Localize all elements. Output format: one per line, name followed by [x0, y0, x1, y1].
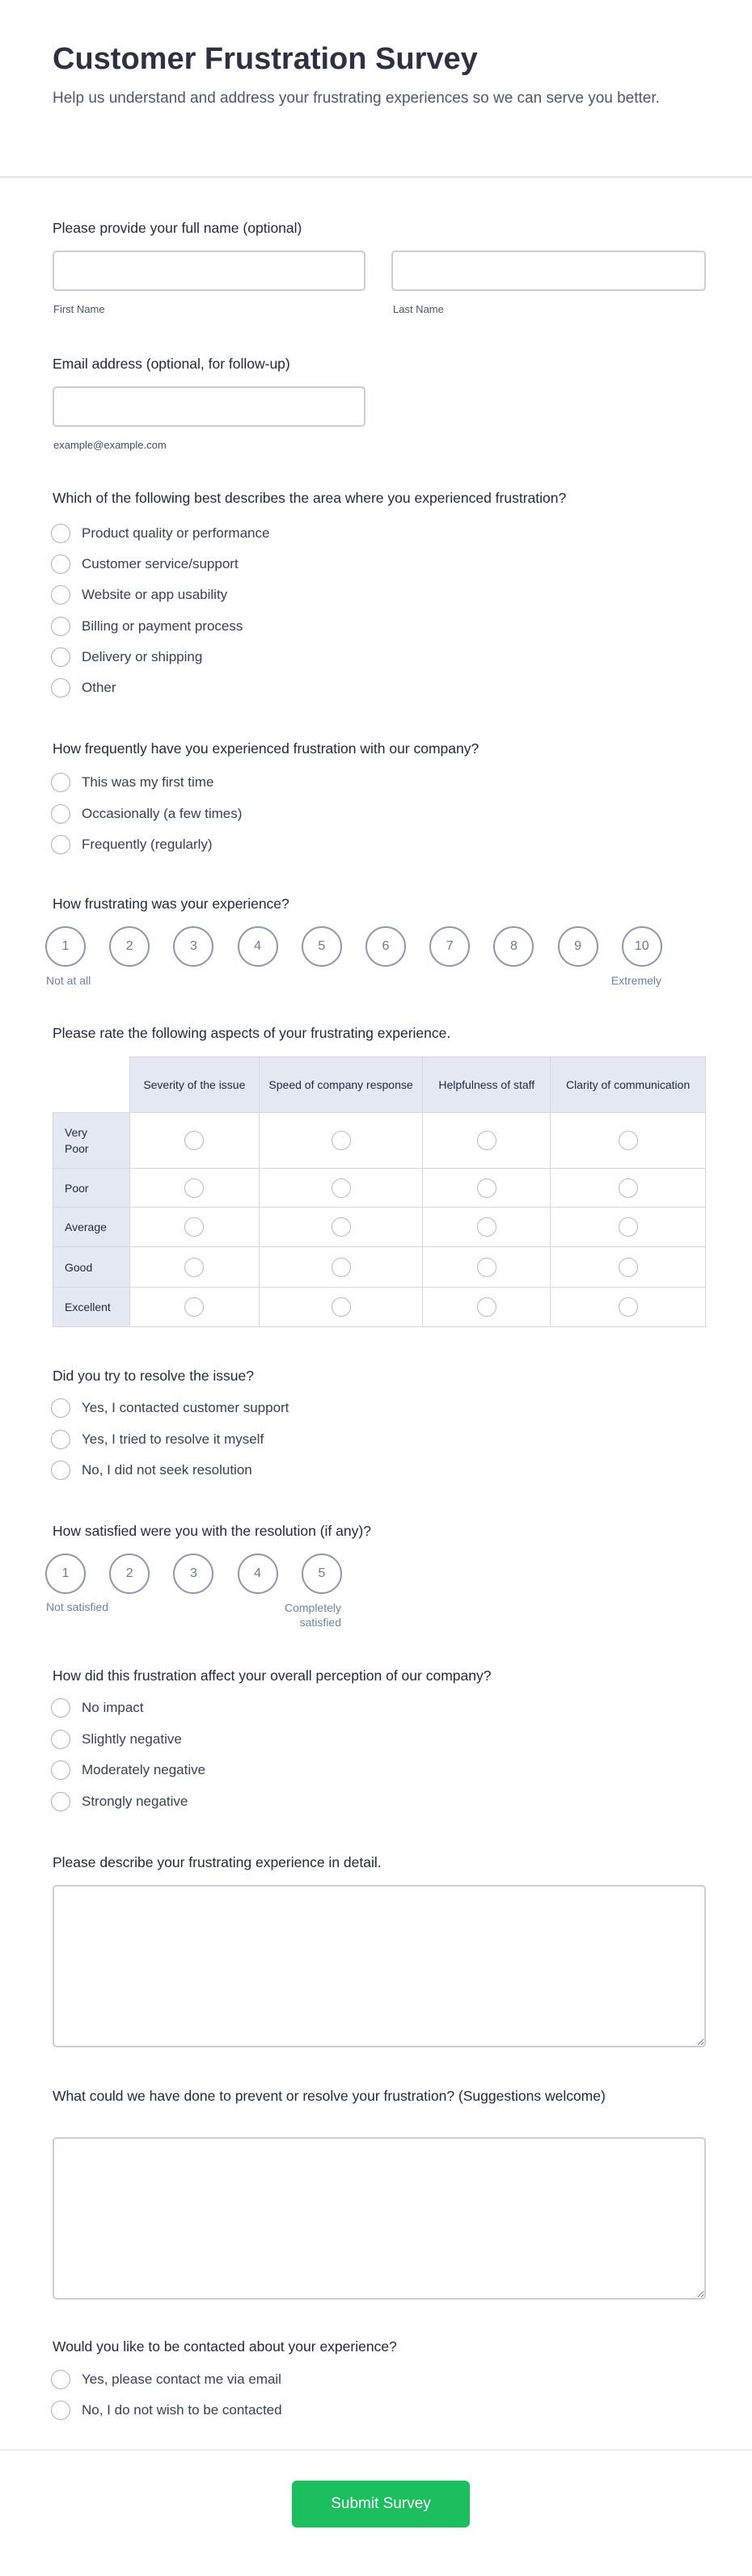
radio-option-label: Yes, please contact me via email: [82, 2372, 281, 2387]
radio-option[interactable]: [51, 803, 242, 825]
scale-option-4[interactable]: 4: [238, 1554, 278, 1594]
radio-circle-icon[interactable]: [51, 617, 70, 636]
radio-option[interactable]: [51, 2368, 281, 2391]
matrix-cell: [551, 1288, 706, 1327]
scale-option-9[interactable]: 9: [558, 926, 598, 967]
radio-option-label: Yes, I tried to resolve it myself: [82, 1431, 264, 1447]
radio-circle-icon[interactable]: [51, 524, 70, 543]
radio-option-label: Other: [82, 680, 116, 695]
radio-option-label: Moderately negative: [82, 1762, 206, 1778]
scale-option-5[interactable]: 5: [302, 926, 342, 967]
matrix-row-header: Average: [53, 1208, 130, 1247]
scale-option-2[interactable]: 2: [109, 926, 150, 967]
scale-option-1[interactable]: 1: [45, 1554, 86, 1594]
radio-option[interactable]: [51, 1397, 289, 1419]
matrix-row: [53, 1247, 706, 1288]
matrix-cell: [259, 1247, 423, 1288]
radio-option[interactable]: [51, 1697, 144, 1719]
frequency-question-label: How frequently have you experienced frustration with our company?: [53, 740, 480, 757]
matrix-radio[interactable]: [332, 1297, 351, 1317]
scale-option-3[interactable]: 3: [173, 1554, 213, 1594]
radio-circle-icon[interactable]: [51, 647, 70, 667]
radio-circle-icon[interactable]: [51, 1430, 70, 1449]
describe-question-label: Please describe your frustrating experience in detail.: [53, 1854, 382, 1870]
submit-survey-button[interactable]: Submit Survey: [292, 2481, 470, 2528]
radio-option[interactable]: [51, 553, 239, 575]
rating-matrix: [53, 1056, 706, 1327]
page-subtitle: Help us understand and address your frustrating experiences so we can serve you better.: [53, 90, 660, 107]
radio-circle-icon[interactable]: [51, 2401, 70, 2420]
radio-option[interactable]: [51, 584, 227, 606]
radio-circle-icon[interactable]: [51, 585, 70, 605]
matrix-radio[interactable]: [332, 1217, 351, 1237]
first-name-sublabel: First Name: [53, 303, 105, 315]
radio-option-label: This was my first time: [82, 774, 214, 790]
matrix-cell: [129, 1208, 259, 1247]
matrix-cell: [129, 1247, 259, 1288]
matrix-cell: [551, 1208, 706, 1247]
matrix-radio[interactable]: [332, 1131, 351, 1150]
describe-textarea[interactable]: [53, 1885, 706, 2047]
radio-option[interactable]: [51, 615, 243, 638]
scale-min-label: Not at all: [46, 974, 91, 987]
area-question-label: Which of the following best describes the area where you experienced frustration?: [53, 490, 567, 506]
matrix-radio[interactable]: [184, 1297, 204, 1317]
matrix-cell: [423, 1288, 551, 1327]
matrix-radio[interactable]: [477, 1131, 496, 1150]
scale-option-5[interactable]: 5: [302, 1554, 342, 1594]
matrix-radio[interactable]: [619, 1297, 638, 1317]
radio-option-label: Product quality or performance: [82, 525, 270, 541]
matrix-radio[interactable]: [477, 1297, 496, 1317]
matrix-cell: [551, 1113, 706, 1169]
radio-circle-icon[interactable]: [51, 678, 70, 698]
radio-option-label: Website or app usability: [82, 587, 228, 603]
radio-option-label: Frequently (regularly): [82, 837, 213, 852]
satisfied-question-label: How satisfied were you with the resolution (if any)?: [53, 1523, 371, 1539]
radio-option[interactable]: [51, 1759, 205, 1781]
scale-option-10[interactable]: 10: [622, 926, 662, 967]
name-question-label: Please provide your full name (optional): [53, 220, 302, 236]
radio-option[interactable]: [51, 2399, 282, 2422]
radio-circle-icon[interactable]: [51, 1730, 70, 1749]
prevent-textarea[interactable]: [53, 2137, 706, 2300]
matrix-radio[interactable]: [332, 1258, 351, 1277]
matrix-radio[interactable]: [184, 1131, 204, 1150]
radio-option-label: No, I do not wish to be contacted: [82, 2402, 282, 2418]
radio-option[interactable]: [51, 1459, 252, 1482]
matrix-row: [53, 1169, 706, 1208]
email-hint: example@example.com: [53, 439, 167, 451]
radio-circle-icon[interactable]: [51, 804, 70, 824]
perception-question-label: How did this frustration affect your overall perception of our company?: [53, 1667, 492, 1684]
radio-option[interactable]: [51, 1790, 188, 1813]
matrix-cell: [423, 1247, 551, 1288]
first-name-input[interactable]: [53, 251, 365, 291]
radio-option[interactable]: [51, 522, 269, 545]
satisfied-min-label: Not satisfied: [46, 1600, 109, 1613]
email-input[interactable]: [53, 386, 365, 427]
scale-option-1[interactable]: 1: [45, 926, 86, 967]
matrix-corner: [53, 1057, 130, 1113]
matrix-cell: [129, 1113, 259, 1169]
matrix-cell: [259, 1169, 423, 1208]
matrix-cell: [423, 1169, 551, 1208]
radio-circle-icon[interactable]: [51, 1461, 70, 1480]
radio-circle-icon[interactable]: [51, 1760, 70, 1780]
matrix-radio[interactable]: [477, 1178, 496, 1198]
scale-option-7[interactable]: 7: [429, 926, 470, 967]
satisfied-max-label: Completely satisfied: [284, 1601, 341, 1629]
scale-option-2[interactable]: 2: [109, 1554, 150, 1594]
matrix-row-header: Good: [53, 1247, 130, 1288]
radio-option[interactable]: [51, 771, 213, 794]
level-question-label: How frustrating was your experience?: [53, 896, 289, 912]
radio-circle-icon[interactable]: [51, 1792, 70, 1811]
matrix-cell: [129, 1169, 259, 1208]
radio-circle-icon[interactable]: [51, 554, 70, 574]
radio-circle-icon[interactable]: [51, 773, 70, 792]
email-question-label: Email address (optional, for follow-up): [53, 356, 290, 372]
header-divider: [0, 176, 752, 178]
radio-option[interactable]: [51, 833, 213, 856]
radio-option[interactable]: [51, 1728, 182, 1751]
matrix-row: [53, 1113, 706, 1169]
scale-option-3[interactable]: 3: [173, 926, 213, 967]
scale-option-8[interactable]: 8: [493, 926, 534, 967]
matrix-row-header: Excellent: [53, 1288, 130, 1327]
radio-option[interactable]: [51, 646, 202, 668]
matrix-radio[interactable]: [619, 1131, 638, 1150]
matrix-row-header: Poor: [53, 1169, 130, 1208]
matrix-radio[interactable]: [619, 1258, 638, 1277]
matrix-radio[interactable]: [619, 1178, 638, 1198]
radio-option-label: Occasionally (a few times): [82, 805, 243, 821]
scale-option-6[interactable]: 6: [365, 926, 406, 967]
matrix-question-label: Please rate the following aspects of your frustrating experience.: [53, 1025, 451, 1041]
radio-circle-icon[interactable]: [51, 2370, 70, 2389]
matrix-cell: [423, 1208, 551, 1247]
matrix-cell: [259, 1113, 423, 1169]
matrix-column-header: Speed of company response: [259, 1057, 423, 1113]
radio-option-label: Delivery or shipping: [82, 648, 203, 664]
matrix-radio[interactable]: [184, 1258, 204, 1277]
matrix-radio[interactable]: [477, 1258, 496, 1277]
matrix-radio[interactable]: [332, 1178, 351, 1198]
radio-option-label: Slightly negative: [82, 1731, 182, 1747]
radio-option[interactable]: [51, 677, 116, 699]
matrix-column-header: Helpfulness of staff: [423, 1057, 551, 1113]
radio-option-label: No impact: [82, 1700, 144, 1715]
matrix-radio[interactable]: [184, 1178, 204, 1198]
radio-option[interactable]: [51, 1428, 264, 1451]
radio-circle-icon[interactable]: [51, 1398, 70, 1418]
contact-question-label: Would you like to be contacted about your experience?: [53, 2338, 397, 2355]
scale-max-label: Extremely: [610, 974, 661, 987]
matrix-radio[interactable]: [184, 1217, 204, 1237]
matrix-radio[interactable]: [619, 1217, 638, 1237]
page-title: Customer Frustration Survey: [53, 42, 478, 76]
matrix-row: [53, 1208, 706, 1247]
radio-option-label: Yes, I contacted customer support: [82, 1400, 289, 1415]
matrix-radio[interactable]: [477, 1217, 496, 1237]
matrix-row-header: Very Poor: [53, 1113, 130, 1169]
radio-option-label: Customer service/support: [82, 556, 239, 572]
resolve-question-label: Did you try to resolve the issue?: [53, 1368, 255, 1384]
matrix-cell: [259, 1288, 423, 1327]
footer-divider: [0, 2449, 752, 2451]
matrix-cell: [551, 1169, 706, 1208]
last-name-input[interactable]: [391, 251, 706, 291]
matrix-column-header: Severity of the issue: [129, 1057, 259, 1113]
radio-option-label: Billing or payment process: [82, 618, 243, 634]
matrix-cell: [423, 1113, 551, 1169]
matrix-row: [53, 1288, 706, 1327]
radio-circle-icon[interactable]: [51, 1698, 70, 1718]
prevent-question-label: What could we have done to prevent or resolve your frustration? (Suggestions welcome): [53, 2088, 606, 2104]
radio-option-label: Strongly negative: [82, 1794, 188, 1810]
radio-circle-icon[interactable]: [51, 835, 70, 854]
matrix-column-header: Clarity of communication: [551, 1057, 706, 1113]
matrix-cell: [259, 1208, 423, 1247]
matrix-cell: [551, 1247, 706, 1288]
scale-option-4[interactable]: 4: [238, 926, 278, 967]
matrix-cell: [129, 1288, 259, 1327]
last-name-sublabel: Last Name: [393, 303, 444, 315]
radio-option-label: No, I did not seek resolution: [82, 1462, 252, 1478]
